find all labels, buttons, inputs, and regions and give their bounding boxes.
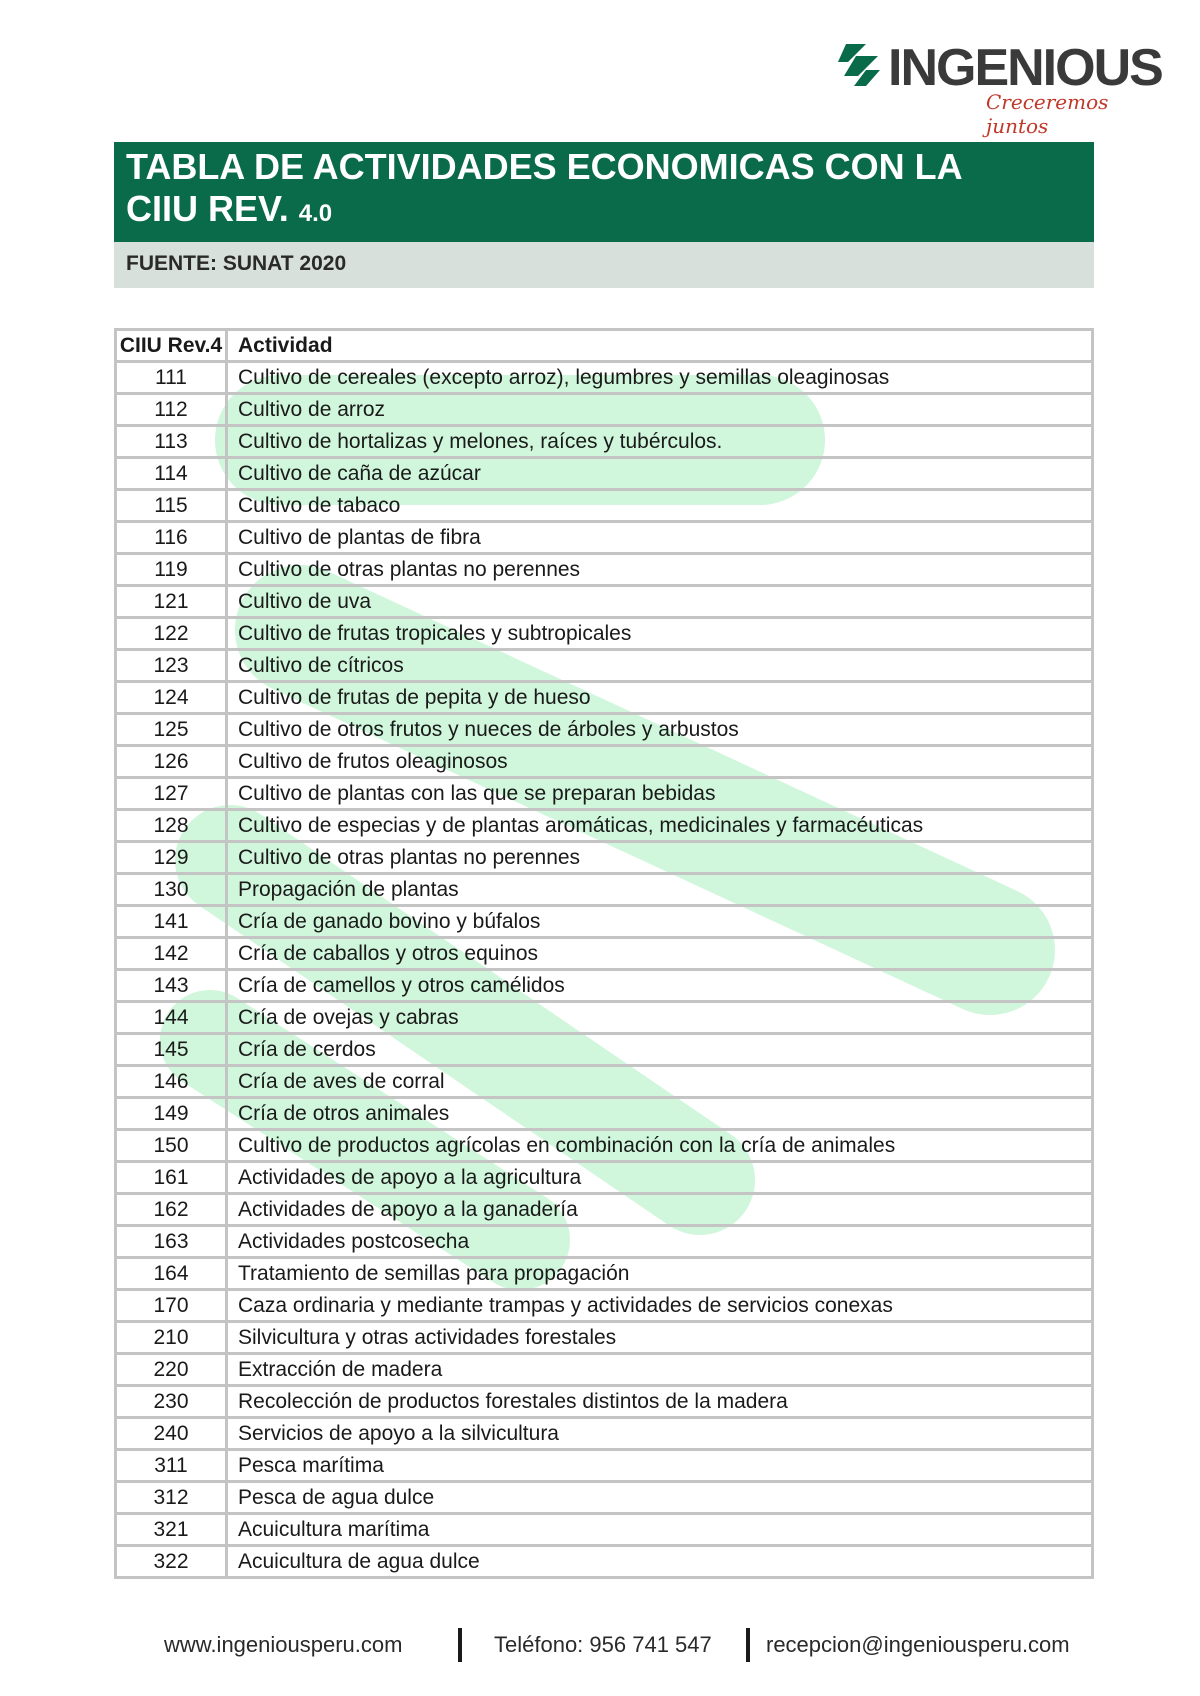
title-line-2 [126, 188, 1082, 235]
row-code: 322 [117, 1546, 227, 1577]
row-code: 141 [117, 906, 227, 938]
row-activity: Cultivo de caña de azúcar [227, 458, 1092, 490]
row-code: 161 [117, 1162, 227, 1194]
row-code: 170 [117, 1290, 227, 1322]
table-row [117, 1130, 1091, 1162]
table-row [117, 1066, 1091, 1098]
ingenious-logo [836, 38, 1162, 138]
table-row [117, 1002, 1091, 1034]
activities-table [114, 328, 1094, 1579]
row-activity: Cultivo de especias y de plantas aromáticas, medicinales y farmacéuticas [227, 810, 1092, 842]
row-activity: Cría de ovejas y cabras [227, 1002, 1092, 1034]
table-row [117, 1034, 1091, 1066]
table-row [117, 810, 1091, 842]
row-code: 123 [117, 650, 227, 682]
table-row [117, 1450, 1091, 1482]
row-code: 142 [117, 938, 227, 970]
row-activity: Acuicultura de agua dulce [238, 1550, 480, 1573]
table-row [117, 746, 1091, 778]
table-row [117, 938, 1091, 970]
row-code: 321 [117, 1514, 227, 1546]
row-code: 124 [117, 682, 227, 714]
ingenious-logo-icon [836, 42, 882, 92]
row-activity: Cultivo de otras plantas no perennes [227, 554, 1092, 586]
brand-name: INGENIOUS [888, 39, 1162, 97]
title-line-1: TABLA DE ACTIVIDADES ECONOMICAS CON LA [126, 146, 963, 187]
header-activity: Actividad [227, 331, 1092, 362]
row-code: 115 [117, 490, 227, 522]
footer-phone: Teléfono: 956 741 547 [494, 1632, 712, 1657]
row-code: 127 [117, 778, 227, 810]
table-row [117, 1418, 1091, 1450]
table-row [117, 1386, 1091, 1418]
table-row [117, 842, 1091, 874]
table-row [117, 906, 1091, 938]
row-activity: Cultivo de hortalizas y melones, raíces y tubérculos. [227, 426, 1092, 458]
row-activity: Cultivo de plantas de fibra [227, 522, 1092, 554]
row-activity: Cría de cerdos [227, 1034, 1092, 1066]
row-activity: Caza ordinaria y mediante trampas y actividades de servicios conexas [227, 1290, 1092, 1322]
table-row [117, 586, 1091, 618]
row-activity: Propagación de plantas [227, 874, 1092, 906]
row-code: 111 [117, 362, 227, 394]
table-row [117, 522, 1091, 554]
table-row [117, 778, 1091, 810]
row-code: 220 [117, 1354, 227, 1386]
table-row [117, 1354, 1091, 1386]
row-activity: Cría de ganado bovino y búfalos [227, 906, 1092, 938]
row-code: 162 [117, 1194, 227, 1226]
table-row [117, 1098, 1091, 1130]
row-code: 130 [117, 874, 227, 906]
row-activity: Recolección de productos forestales distintos de la madera [227, 1386, 1092, 1418]
table-row [117, 1514, 1091, 1546]
row-activity: Cultivo de tabaco [227, 490, 1092, 522]
table-row [117, 874, 1091, 906]
title-line-2-main: CIIU REV. [126, 188, 289, 229]
row-activity: Cría de aves de corral [227, 1066, 1092, 1098]
row-activity: Pesca marítima [227, 1450, 1092, 1482]
title-banner [114, 142, 1094, 242]
row-activity: Silvicultura y otras actividades forestales [227, 1322, 1092, 1354]
row-activity: Cría de caballos y otros equinos [227, 938, 1092, 970]
table-row [117, 1226, 1091, 1258]
footer-separator [746, 1628, 750, 1662]
row-code: 150 [117, 1130, 227, 1162]
row-activity: Cultivo de frutas de pepita y de hueso [227, 682, 1092, 714]
footer-separator [458, 1628, 462, 1662]
table-row [117, 650, 1091, 682]
row-code: 112 [117, 394, 227, 426]
row-code: 119 [117, 554, 227, 586]
table-row [117, 1322, 1091, 1354]
table-row [117, 1258, 1091, 1290]
table-row [117, 682, 1091, 714]
row-code: 121 [117, 586, 227, 618]
row-activity: Actividades de apoyo a la agricultura [227, 1162, 1092, 1194]
page-title [126, 146, 1082, 235]
row-activity: Acuicultura marítima [227, 1514, 1092, 1546]
row-code: 240 [117, 1418, 227, 1450]
brand-tagline: Creceremos juntos [986, 90, 1109, 138]
footer-website: www.ingeniousperu.com [164, 1632, 403, 1657]
page-footer [0, 1626, 1200, 1666]
row-activity: Extracción de madera [227, 1354, 1092, 1386]
table-row [117, 458, 1091, 490]
header-code: CIIU Rev.4 [117, 331, 227, 362]
row-activity: Cultivo de uva [227, 586, 1092, 618]
source-banner [114, 242, 1094, 288]
row-activity: Actividades postcosecha [227, 1226, 1092, 1258]
row-code: 113 [117, 426, 227, 458]
row-code: 145 [117, 1034, 227, 1066]
row-code: 311 [117, 1450, 227, 1482]
row-code: 210 [117, 1322, 227, 1354]
source-text: FUENTE: SUNAT 2020 [126, 252, 347, 275]
row-code: 126 [117, 746, 227, 778]
row-activity: Cultivo de otros frutos y nueces de árboles y arbustos [227, 714, 1092, 746]
row-activity: Cultivo de plantas con las que se preparan bebidas [227, 778, 1092, 810]
table-row [117, 1290, 1091, 1322]
table-row [117, 554, 1091, 586]
row-code: 146 [117, 1066, 227, 1098]
row-activity: Cultivo de frutos oleaginosos [227, 746, 1092, 778]
row-activity: Servicios de apoyo a la silvicultura [227, 1418, 1092, 1450]
row-activity: Cultivo de frutas tropicales y subtropicales [227, 618, 1092, 650]
row-activity: Cría de otros animales [227, 1098, 1092, 1130]
row-code: 125 [117, 714, 227, 746]
row-code: 122 [117, 618, 227, 650]
row-code: 312 [117, 1482, 227, 1514]
row-code: 128 [117, 810, 227, 842]
row-activity: Cultivo de productos agrícolas en combinación con la cría de animales [227, 1130, 1092, 1162]
table-row [117, 426, 1091, 458]
row-activity: Cultivo de arroz [227, 394, 1092, 426]
row-code: 149 [117, 1098, 227, 1130]
row-activity: Cultivo de cereales (excepto arroz), legumbres y semillas oleaginosas [227, 362, 1092, 394]
row-code: 164 [117, 1258, 227, 1290]
row-code: 114 [117, 458, 227, 490]
table-header-row [117, 331, 1091, 362]
row-activity: Actividades de apoyo a la ganadería [227, 1194, 1092, 1226]
row-code: 144 [117, 1002, 227, 1034]
table-row [117, 618, 1091, 650]
row-code: 163 [117, 1226, 227, 1258]
table-row [117, 394, 1091, 426]
row-code: 230 [117, 1386, 227, 1418]
table-row [117, 362, 1091, 394]
table-row [117, 1546, 1091, 1577]
row-code: 143 [117, 970, 227, 1002]
row-activity: Cría de camellos y otros camélidos [227, 970, 1092, 1002]
footer-email: recepcion@ingeniousperu.com [766, 1632, 1070, 1657]
table-row [117, 1162, 1091, 1194]
table-row [117, 714, 1091, 746]
row-activity: Cultivo de otras plantas no perennes [227, 842, 1092, 874]
row-code: 129 [117, 842, 227, 874]
title-line-2-version: 4.0 [298, 200, 333, 227]
table-row [117, 970, 1091, 1002]
row-activity: Cultivo de cítricos [227, 650, 1092, 682]
table-row [117, 1194, 1091, 1226]
row-activity: Tratamiento de semillas para propagación [227, 1258, 1092, 1290]
table-row [117, 490, 1091, 522]
row-activity: Pesca de agua dulce [227, 1482, 1092, 1514]
table-row [117, 1482, 1091, 1514]
row-code: 116 [117, 522, 227, 554]
